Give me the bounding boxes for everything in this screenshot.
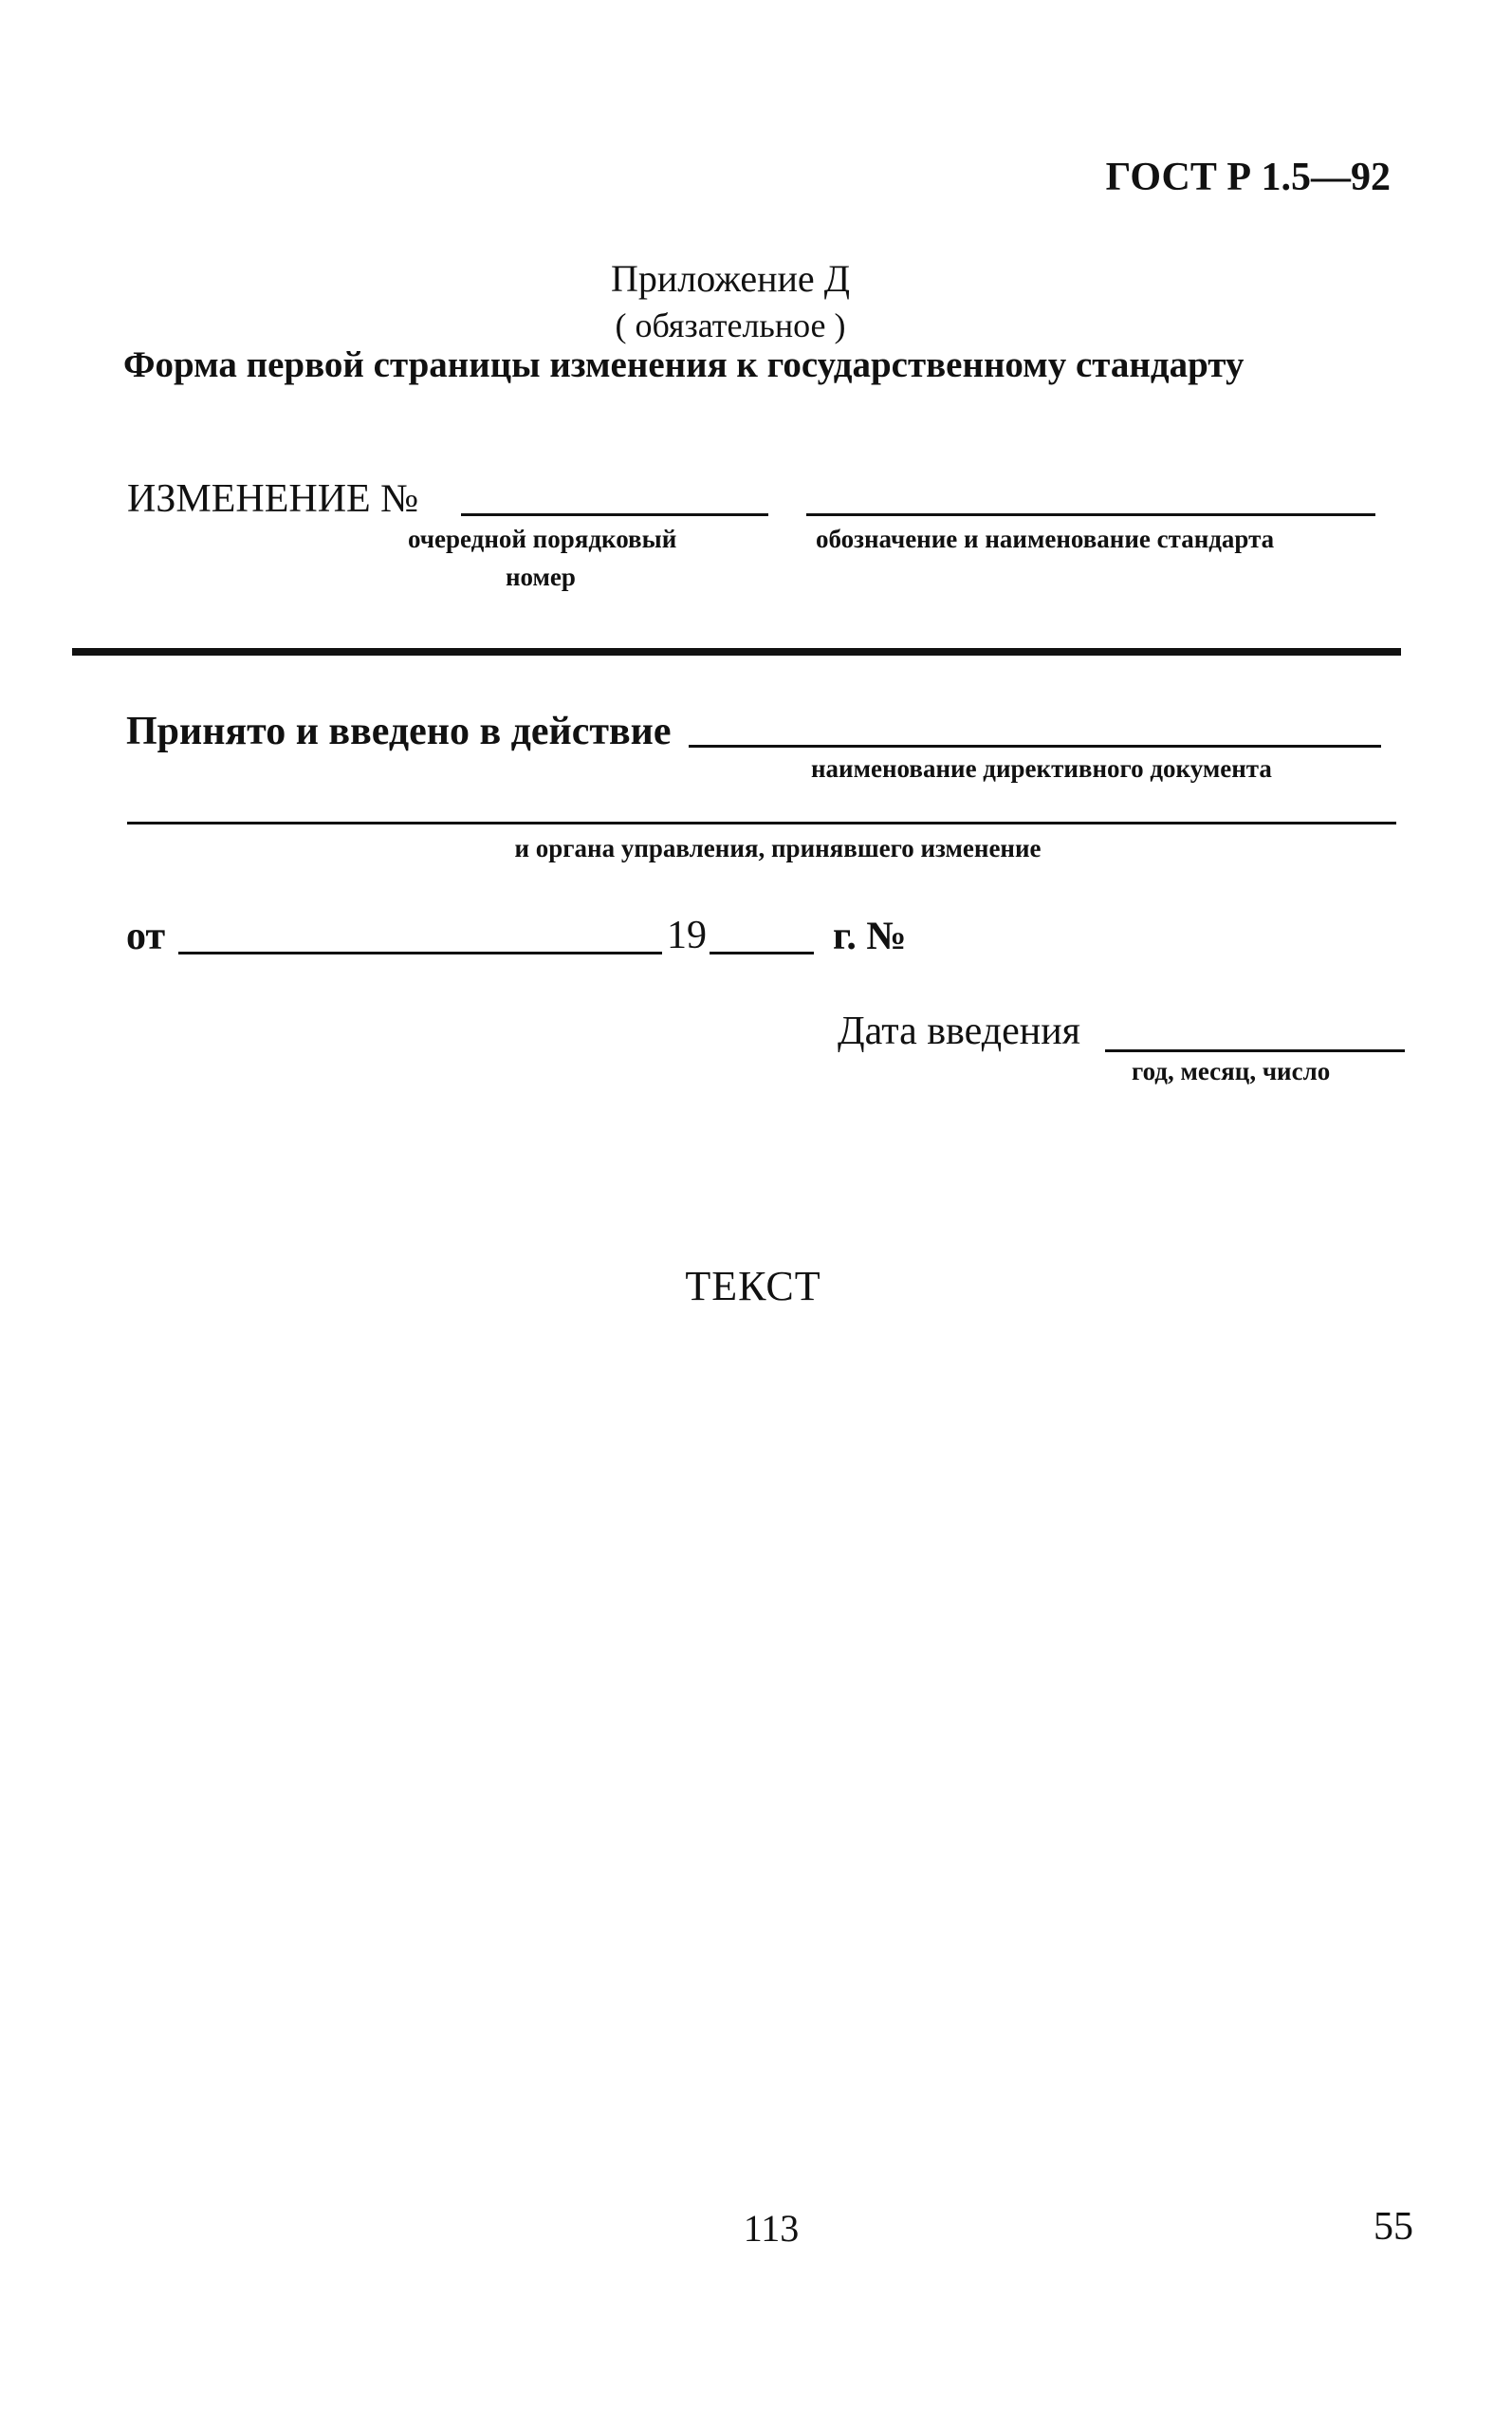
change-number-label: ИЗМЕНЕНИЕ № <box>127 477 419 521</box>
introduction-date-caption: год, месяц, число <box>1132 1057 1331 1085</box>
serial-number-caption: очередной порядковый <box>408 525 677 553</box>
introduction-date-field <box>1105 1049 1405 1052</box>
text-heading: ТЕКСТ <box>685 1263 821 1309</box>
authority-field <box>127 822 1396 825</box>
standard-designation-field <box>806 513 1375 516</box>
from-label: от <box>126 915 166 958</box>
standard-designation-caption: обозначение и наименование стандарта <box>816 525 1275 553</box>
serial-number-caption-cont: номер <box>506 563 576 591</box>
page-number-right: 55 <box>1374 2205 1413 2249</box>
document-number-label: г. № <box>833 915 907 958</box>
adopted-label: Принято и введено в действие <box>126 710 672 753</box>
annex-status: ( обязательное ) <box>615 306 846 344</box>
change-number-field <box>461 513 768 516</box>
form-title: Форма первой страницы изменения к государственному стандарту <box>123 344 1245 385</box>
section-divider <box>72 648 1401 656</box>
page-number-center: 113 <box>743 2207 800 2250</box>
directive-document-caption: наименование директивного документа <box>811 754 1272 783</box>
introduction-date-label: Дата введения <box>838 1010 1080 1053</box>
year-field <box>710 952 814 954</box>
year-prefix: 19 <box>667 914 707 957</box>
standard-code: ГОСТ Р 1.5—92 <box>1105 156 1391 199</box>
annex-title: Приложение Д <box>611 257 850 300</box>
directive-document-field <box>689 745 1381 748</box>
authority-caption: и органа управления, принявшего изменение <box>514 834 1042 862</box>
date-field <box>178 952 662 954</box>
